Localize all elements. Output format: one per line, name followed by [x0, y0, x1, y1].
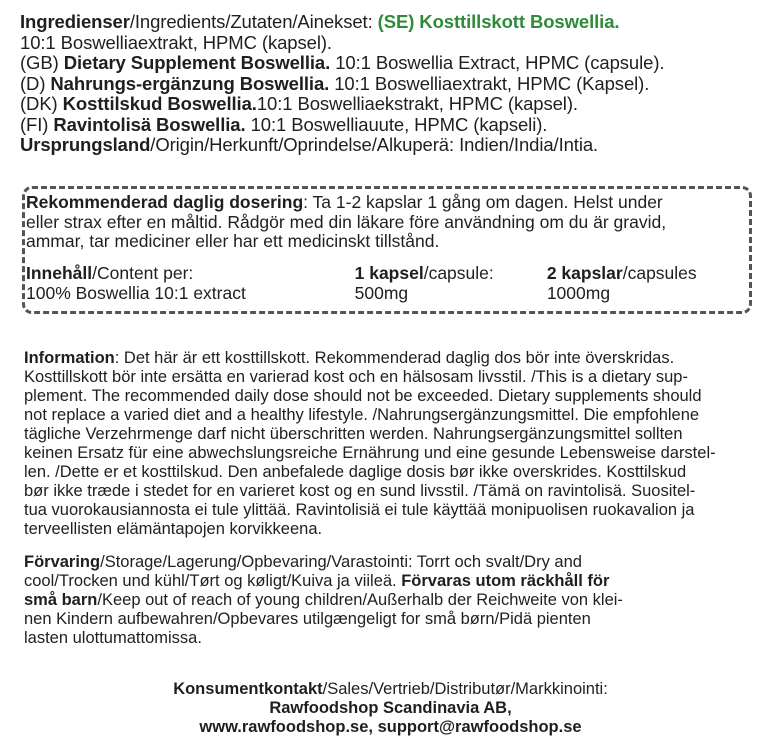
- content-table: [26, 264, 746, 303]
- one-capsule-label: 1 kapsel: [354, 263, 424, 283]
- keep-away-warning: Förvaras utom räckhåll för: [401, 572, 610, 590]
- information-line: tägliche Verzehrmenge darf nicht überschritten werden. Nahrungsergänzungsmittel sollten: [24, 425, 683, 443]
- company-name: Rawfoodshop Scandinavia AB,: [269, 699, 512, 717]
- web-and-email: www.rawfoodshop.se, support@rawfoodshop.se: [199, 718, 582, 736]
- storage-line-1-text: /Storage/Lagerung/Opbevaring/Varastointi: Torrt och svalt/Dry and: [100, 553, 582, 571]
- information-label: Information: [24, 349, 115, 367]
- two-capsules-rest: /capsules: [622, 263, 697, 283]
- dosage-line-1: [26, 193, 746, 213]
- dosage-line-2: eller strax efter en måltid. Rådgör med din läkare före användning om du är gravid,: [26, 211, 667, 232]
- information-line-1: [24, 349, 752, 368]
- storage-line-5: lasten ulottumattomissa.: [24, 629, 202, 647]
- dk-contents: 10:1 Boswelliaekstrakt, HPMC (kapsel).: [256, 93, 578, 114]
- origin-line: [20, 135, 770, 156]
- origin-label: Ursprungsland: [20, 134, 151, 155]
- dk-line: [20, 94, 770, 115]
- d-product-name: Nahrungs-ergänzung Boswellia.: [50, 72, 330, 94]
- contact-label: Konsumentkontakt: [173, 680, 323, 698]
- se-product-name: (SE) Kosttillskott Boswellia.: [377, 11, 620, 32]
- se-contents: 10:1 Boswelliaextrakt, HPMC (kapsel).: [20, 31, 332, 53]
- contact-label-rest: /Sales/Vertrieb/Distributør/Markkinointi:: [322, 680, 608, 698]
- one-capsule-rest: /capsule:: [423, 263, 494, 283]
- storage-line-3-text: /Keep out of reach of young children/Außerhalb der Reichweite von klei-: [97, 591, 623, 609]
- two-capsules-label: 2 kapslar: [546, 263, 623, 283]
- fi-prefix: (FI): [20, 113, 54, 135]
- dosage-line-3: ammar, tar mediciner eller har ett medicinskt tillstånd.: [26, 231, 440, 251]
- storage-section: [24, 553, 752, 648]
- gb-contents: 10:1 Boswellia Extract, HPMC (capsule).: [330, 52, 665, 73]
- information-text-1: : Det här är ett kosttillskott. Rekommenderad daglig dos bör inte överskridas.: [114, 349, 675, 367]
- information-line: tua vuorokausiannosta ei tule ylittää. Ravintolisiä ei tule käyttää monipuolisen ruokavalion ja: [24, 501, 695, 519]
- dk-product-name: Kosttilskud Boswellia.: [62, 93, 257, 114]
- contact-section: [0, 680, 781, 737]
- d-prefix: (D): [20, 72, 51, 94]
- storage-line-2: [24, 572, 752, 591]
- ingredient-name-cell: 100% Boswellia 10:1 extract: [26, 282, 246, 303]
- content-table-header: [26, 264, 746, 284]
- content-header-cell: [26, 264, 355, 284]
- d-line: [20, 74, 770, 95]
- origin-value: /Origin/Herkunft/Oprindelse/Alkuperä: Indien/India/Intia.: [150, 134, 599, 155]
- information-line: Kosttillskott bör inte ersätta en varierad kost och en hälsosam livsstil. /This is a dietary sup-: [24, 368, 688, 386]
- information-line: terveellisten elämäntapojen korvikkeena.: [24, 520, 323, 538]
- storage-label: Förvaring: [24, 553, 101, 571]
- one-capsule-value: 500mg: [354, 282, 409, 303]
- information-line: not replace a varied diet and a healthy lifestyle. /Nahrungsergänzungsmittel. Die empfohlene: [24, 406, 700, 424]
- ingredients-title: Ingredienser: [20, 11, 130, 32]
- fi-product-name: Ravintolisä Boswellia.: [53, 113, 246, 135]
- information-line: plement. The recommended daily dose should not be exceeded. Dietary supplements should: [24, 387, 702, 405]
- ingredients-heading-line: [20, 12, 770, 33]
- contact-heading: [0, 680, 781, 699]
- fi-contents: 10:1 Boswelliauute, HPMC (kapseli).: [245, 113, 548, 135]
- storage-line-4: nen Kindern aufbewahren/Opbevares utilgængeligt for små børn/Pidä pienten: [24, 610, 591, 628]
- gb-line: [20, 53, 770, 74]
- storage-line-2-text: cool/Trocken und kühl/Tørt og køligt/Kuiva ja viileä.: [24, 572, 402, 590]
- content-label: Innehåll: [26, 263, 93, 283]
- dosage-label: Rekommenderad daglig dosering: [26, 192, 304, 212]
- gb-product-name: Dietary Supplement Boswellia.: [63, 52, 331, 73]
- ingredients-title-rest: /Ingredients/Zutaten/Ainekset:: [129, 11, 378, 32]
- content-label-rest: /Content per:: [92, 263, 194, 283]
- fi-line: [20, 115, 770, 136]
- information-line: keinen Ersatz für eine abwechslungsreiche Ernährung und eine gesunde Lebensweise darstel-: [24, 444, 716, 462]
- two-capsules-header: [547, 264, 746, 284]
- gb-prefix: (GB): [20, 52, 64, 73]
- dosage-line-1-text: : Ta 1-2 kapslar 1 gång om dagen. Helst under: [303, 192, 663, 212]
- storage-line-3: [24, 591, 752, 610]
- ingredients-section: [20, 12, 770, 156]
- information-line: bør ikke træde i stedet for en varieret kost og en sund livsstil. /Tämä on ravintolisä. Suositel-: [24, 482, 696, 500]
- one-capsule-header: [355, 264, 547, 284]
- two-capsules-value: 1000mg: [546, 282, 611, 303]
- keep-away-warning-end: små barn: [24, 591, 98, 609]
- information-line: len. /Dette er et kosttilskud. Den anbefalede daglige dosis bør ikke overskrides. Kosttilskud: [24, 463, 687, 481]
- dk-prefix: (DK): [20, 93, 63, 114]
- information-section: [24, 349, 752, 539]
- dosage-text: [26, 193, 746, 252]
- d-contents: 10:1 Boswelliaextrakt, HPMC (Kapsel).: [329, 72, 650, 94]
- storage-line-1: [24, 553, 752, 572]
- content-table-row: [26, 284, 746, 304]
